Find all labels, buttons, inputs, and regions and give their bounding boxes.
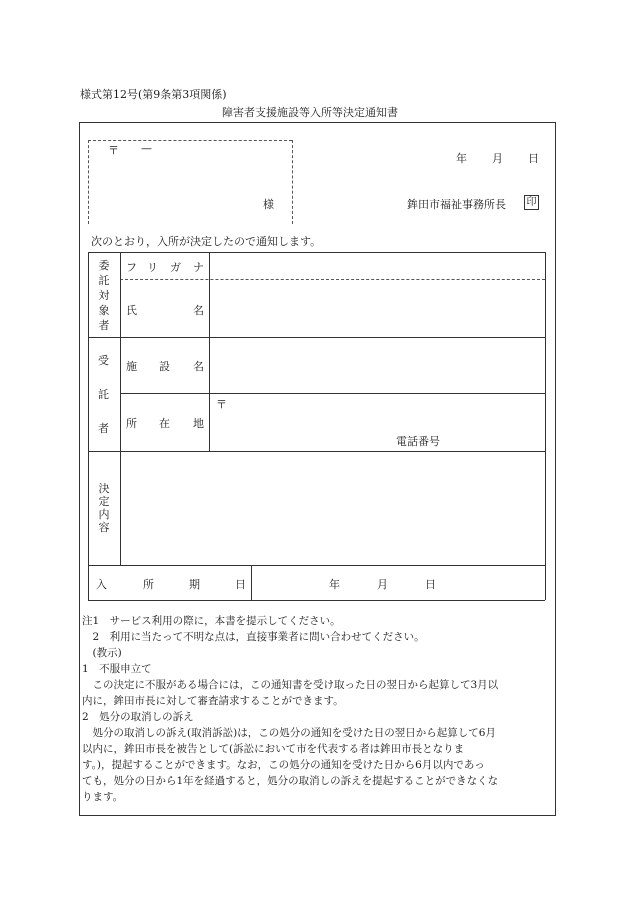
section-label-contractor-3: 者 — [98, 422, 109, 435]
address-postal-dash: — — [141, 142, 152, 155]
note-line: 処分の取消しの訴え(取消訴訟)は，この処分の通知を受けた日の翌日から起算して6月 — [82, 727, 496, 739]
note-line: ります。 — [82, 791, 124, 803]
issuer-name: 鉾田市福祉事務所長 — [407, 198, 506, 211]
section-label-contractor-1: 受 — [98, 354, 109, 367]
address-postal-mark: 〒 — [108, 144, 119, 157]
facility-name-label-1: 施 — [126, 360, 137, 373]
document-title: 障害者支援施設等入所等決定通知書 — [222, 106, 398, 119]
location-label-2: 在 — [159, 417, 170, 430]
name-label-2: 名 — [193, 304, 204, 317]
intro-text: 次のとおり，入所が決定したので通知します。 — [91, 235, 322, 248]
admission-year: 年 — [329, 578, 340, 591]
date-day: 日 — [528, 152, 539, 165]
note-line: 注1 サービス利用の際に，本書を提示してください。 — [82, 615, 341, 627]
furigana-label-4: ナ — [193, 261, 204, 274]
location-label-3: 地 — [193, 417, 204, 430]
admission-label-1: 入 — [96, 578, 107, 591]
note-line: す。)，提起することができます。なお，この処分の通知を受けた日から6月以内であっ — [82, 759, 485, 771]
date-month: 月 — [492, 152, 503, 165]
form-number: 様式第12号(第9条第3項関係) — [80, 88, 227, 101]
section-label-entrusted-person: 委 託 対 象 者 — [98, 259, 110, 332]
note-line: 以内に，鉾田市長を被告として(訴訟において市を代表する者は鉾田市長となりま — [82, 743, 465, 755]
note-line: 内に，鉾田市長に対して審査請求することができます。 — [82, 695, 344, 707]
note-line: この決定に不服がある場合には，この通知書を受け取った日の翌日から起算して3月以 — [82, 679, 499, 691]
admission-month: 月 — [377, 578, 388, 591]
location-postal-mark: 〒 — [216, 398, 227, 411]
furigana-label-1: フ — [126, 261, 137, 274]
decision-content-label: 決 定 内 容 — [98, 482, 110, 534]
facility-name-label-2: 設 — [159, 360, 170, 373]
furigana-label-3: ガ — [170, 261, 181, 274]
furigana-label-2: リ — [147, 261, 158, 274]
admission-label-3: 期 — [189, 578, 200, 591]
name-label-1: 氏 — [126, 304, 137, 317]
note-line: 2 処分の取消しの訴え — [82, 711, 194, 723]
honorific: 様 — [263, 198, 274, 211]
note-line: ても，処分の日から1年を経過すると，処分の取消しの訴えを提起することができなくな — [82, 775, 499, 787]
admission-label-2: 所 — [143, 578, 154, 591]
note-line: 2 利用に当たって不明な点は，直接事業者に問い合わせてください。 — [82, 631, 425, 643]
section-label-contractor-2: 託 — [98, 388, 109, 401]
location-label-1: 所 — [126, 417, 137, 430]
note-line: 1 不服申立て — [82, 663, 152, 675]
date-year: 年 — [456, 152, 467, 165]
facility-name-label-3: 名 — [193, 360, 204, 373]
admission-day: 日 — [425, 578, 436, 591]
note-line: (教示) — [82, 647, 122, 659]
admission-label-4: 日 — [235, 578, 246, 591]
phone-label: 電話番号 — [396, 435, 440, 448]
seal-mark: 印 — [524, 195, 539, 210]
